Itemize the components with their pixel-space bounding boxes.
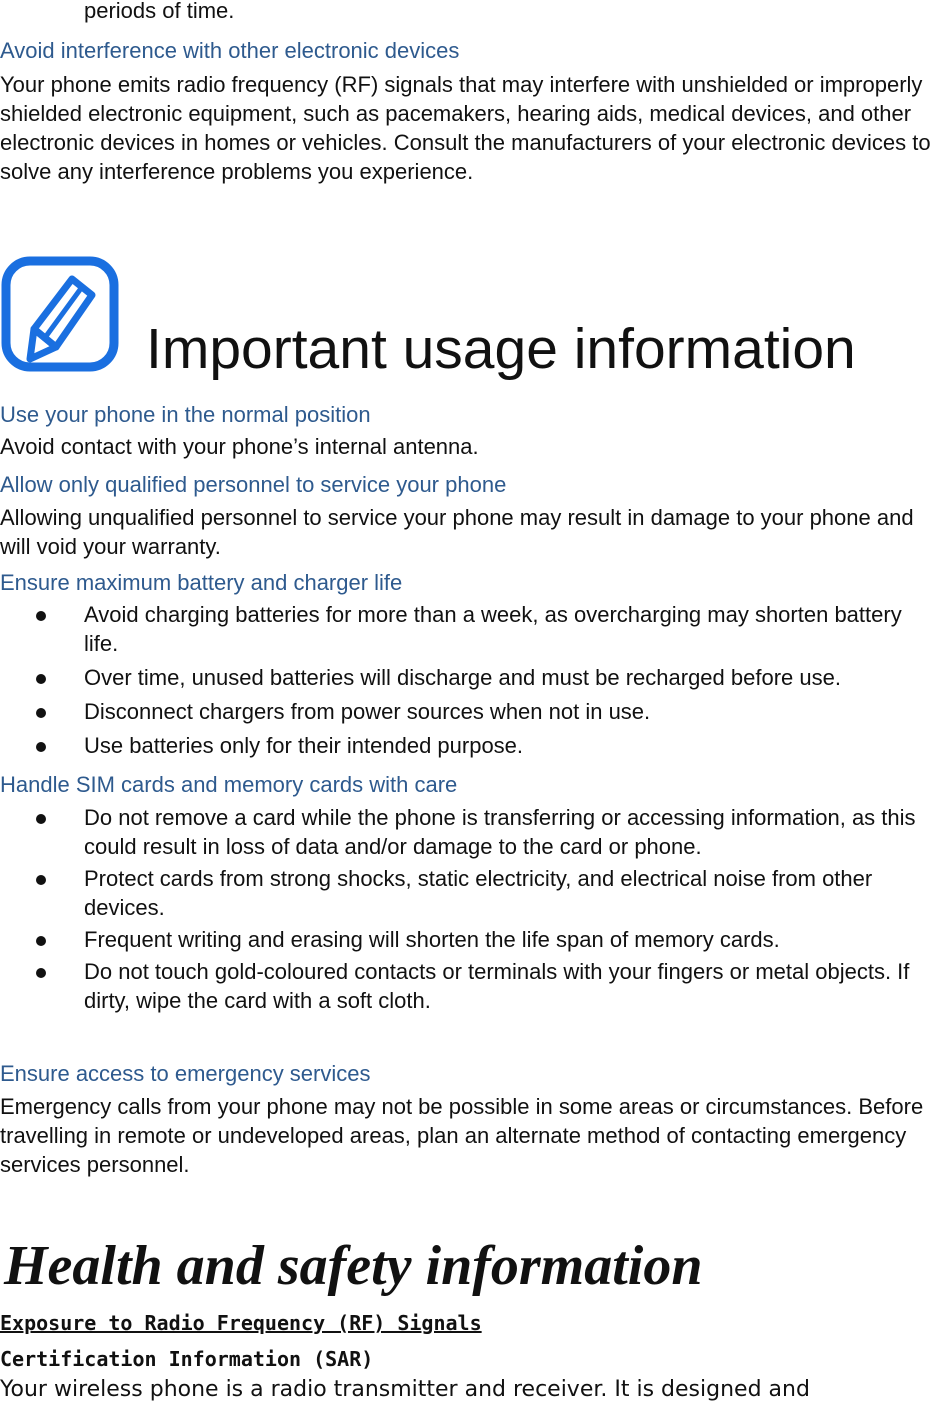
bullet-icon (36, 611, 46, 621)
note-pencil-icon (0, 255, 120, 373)
list-item (0, 663, 942, 692)
health-safety-title: Health and safety information (4, 1235, 703, 1297)
list-item-text: Protect cards from strong shocks, static electricity, and electrical noise from other devices. (84, 866, 873, 920)
section-heading-battery: Ensure maximum battery and charger life (0, 570, 403, 595)
section-heading-normal-position: Use your phone in the normal position (0, 402, 371, 427)
list-item-text: Over time, unused batteries will discharge and must be recharged before use. (84, 665, 841, 690)
sar-heading: Certification Information (SAR) (0, 1347, 374, 1371)
list-item-text: Avoid charging batteries for more than a week, as overcharging may shorten battery life. (84, 602, 902, 656)
health-body-text: Your wireless phone is a radio transmitter and receiver. It is designed and (0, 1377, 810, 1402)
bullet-icon (36, 875, 46, 885)
important-usage-title: Important usage information (146, 317, 856, 381)
rf-exposure-heading: Exposure to Radio Frequency (RF) Signals (0, 1311, 482, 1335)
battery-list (0, 600, 945, 760)
section-body-normal-position: Avoid contact with your phone’s internal antenna. (0, 434, 479, 459)
list-item-text: Do not touch gold-coloured contacts or terminals with your fingers or metal objects. If dirty, wipe the card with a soft cloth. (84, 959, 910, 1013)
section-body-emergency: Emergency calls from your phone may not be possible in some areas or circumstances. Before travelling in remote or undeveloped areas, plan an alternate method of contacting emergency services personnel. (0, 1094, 924, 1177)
list-item (0, 803, 942, 861)
list-item (0, 957, 942, 1015)
bullet-icon (36, 814, 46, 824)
list-item-text: Frequent writing and erasing will shorten the life span of memory cards. (84, 927, 780, 952)
section-heading-interference: Avoid interference with other electronic devices (0, 38, 460, 63)
list-item-text: Do not remove a card while the phone is transferring or accessing information, as this could result in loss of data and/or damage to the card or phone. (84, 805, 916, 859)
bullet-icon (36, 674, 46, 684)
list-item (0, 925, 942, 954)
continued-text: periods of time. (84, 0, 235, 23)
section-heading-cards: Handle SIM cards and memory cards with care (0, 772, 458, 797)
bullet-icon (36, 708, 46, 718)
bullet-icon (36, 968, 46, 978)
section-body-qualified-personnel: Allowing unqualified personnel to service your phone may result in damage to your phone and will void your warranty. (0, 505, 914, 559)
list-item (0, 731, 942, 760)
list-item (0, 697, 942, 726)
list-item-text: Use batteries only for their intended purpose. (84, 733, 524, 758)
section-heading-qualified-personnel: Allow only qualified personnel to service your phone (0, 472, 507, 497)
bullet-icon (36, 742, 46, 752)
section-body-interference: Your phone emits radio frequency (RF) signals that may interfere with unshielded or improperly shielded electronic equipment, such as pacemakers, hearing aids, medical devices, and other electronic devices in homes or vehicles. Consult the manufacturers of your electronic devices to solve any interference problems you experience. (0, 72, 931, 184)
list-item-text: Disconnect chargers from power sources when not in use. (84, 699, 651, 724)
list-item (0, 864, 942, 922)
section-heading-emergency: Ensure access to emergency services (0, 1061, 371, 1086)
bullet-icon (36, 936, 46, 946)
cards-list (0, 803, 945, 1015)
list-item (0, 600, 942, 658)
